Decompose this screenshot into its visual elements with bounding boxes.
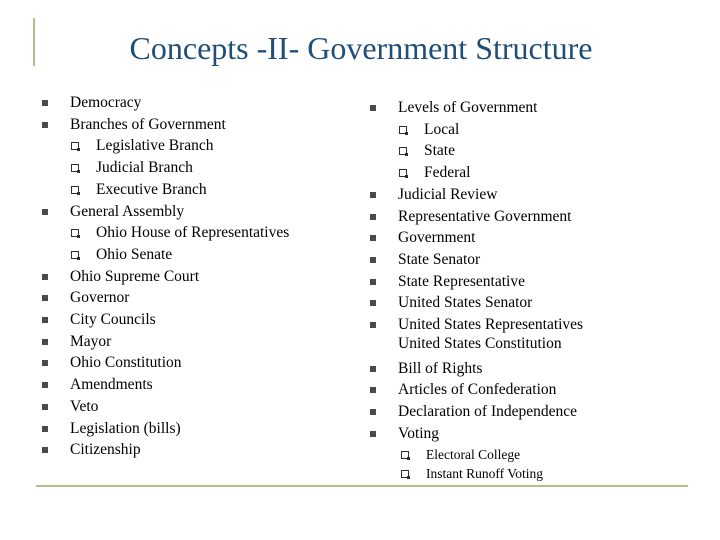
decorative-vertical-rule <box>33 18 35 66</box>
item-label: Governor <box>70 289 130 307</box>
sub-list-item <box>368 445 583 464</box>
square-bullet-icon <box>370 192 376 198</box>
sub-item-label: Legislative Branch <box>96 137 214 155</box>
list-item <box>40 418 289 440</box>
sub-item-label: Executive Branch <box>96 180 207 198</box>
square-bullet-icon <box>42 317 48 323</box>
left-column-list <box>40 92 289 461</box>
square-bullet-icon <box>370 431 376 437</box>
list-item <box>368 358 583 380</box>
square-bullet-icon <box>370 300 376 306</box>
sub-item-label: Instant Runoff Voting <box>426 465 544 481</box>
item-label: Articles of Confederation <box>398 381 557 399</box>
square-bullet-icon <box>370 322 376 328</box>
list-item <box>368 227 583 249</box>
item-label: General Assembly <box>70 202 185 220</box>
list-item <box>368 423 583 445</box>
sub-list-item <box>368 464 583 483</box>
item-label: Branches of Government <box>70 115 226 133</box>
square-bullet-icon <box>42 426 48 432</box>
box-bullet-icon <box>71 164 79 172</box>
list-item <box>368 314 583 336</box>
square-bullet-icon <box>370 279 376 285</box>
square-bullet-icon <box>42 360 48 366</box>
box-bullet-icon <box>71 251 79 259</box>
item-label: Bill of Rights <box>398 359 483 377</box>
box-bullet-icon <box>401 470 409 478</box>
item-label: United States Senator <box>398 294 533 312</box>
square-bullet-icon <box>42 295 48 301</box>
square-bullet-icon <box>42 100 48 106</box>
list-item <box>40 374 289 396</box>
sub-list-item <box>40 179 289 201</box>
square-bullet-icon <box>370 366 376 372</box>
list-item <box>368 206 583 228</box>
square-bullet-icon <box>42 274 48 280</box>
box-bullet-icon <box>401 451 409 459</box>
list-item <box>40 114 289 136</box>
right-column-list <box>368 97 583 483</box>
box-bullet-icon <box>71 142 79 150</box>
list-item <box>368 401 583 423</box>
square-bullet-icon <box>370 257 376 263</box>
item-label: Ohio Supreme Court <box>70 267 200 285</box>
box-bullet-icon <box>399 126 407 134</box>
sub-item-label: Ohio House of Representatives <box>96 224 290 242</box>
square-bullet-icon <box>370 387 376 393</box>
item-label: Democracy <box>70 94 142 111</box>
square-bullet-icon <box>370 105 376 111</box>
square-bullet-icon <box>370 235 376 241</box>
sub-list-item <box>368 119 583 141</box>
list-item <box>368 379 583 401</box>
box-bullet-icon <box>71 186 79 194</box>
sub-item-label: Federal <box>424 164 471 182</box>
decorative-horizontal-rule <box>36 485 688 487</box>
item-label: Veto <box>70 397 99 415</box>
item-label: Citizenship <box>70 441 141 459</box>
box-bullet-icon <box>71 229 79 237</box>
list-item <box>40 352 289 374</box>
list-item <box>368 97 583 119</box>
list-item <box>40 266 289 288</box>
box-bullet-icon <box>399 147 407 155</box>
list-item <box>368 292 583 314</box>
item-label: Representative Government <box>398 207 572 225</box>
item-label: Ohio Constitution <box>70 354 182 372</box>
square-bullet-icon <box>42 339 48 345</box>
square-bullet-icon <box>42 382 48 388</box>
list-item <box>368 271 583 293</box>
list-item <box>40 331 289 353</box>
slide-title: Concepts -II- Government Structure <box>129 30 593 66</box>
list-item <box>40 309 289 331</box>
list-item <box>40 439 289 461</box>
list-item-continuation: United States Constitution <box>398 334 562 352</box>
item-label: State Representative <box>398 272 525 290</box>
item-label: State Senator <box>398 250 481 268</box>
sub-item-label: Ohio Senate <box>96 245 173 263</box>
item-label: Government <box>398 229 476 247</box>
item-label: Voting <box>398 424 440 442</box>
sub-item-label: State <box>424 142 455 160</box>
square-bullet-icon <box>42 209 48 215</box>
item-label: Levels of Government <box>398 99 538 116</box>
square-bullet-icon <box>42 404 48 410</box>
sub-list-item <box>40 157 289 179</box>
square-bullet-icon <box>42 447 48 453</box>
sub-item-label: Electoral College <box>426 446 521 462</box>
item-label: Declaration of Independence <box>398 403 578 421</box>
item-label: United States Representatives <box>398 316 584 334</box>
item-label: Judicial Review <box>398 185 498 203</box>
sub-list-item <box>368 162 583 184</box>
list-item <box>40 201 289 223</box>
square-bullet-icon <box>370 214 376 220</box>
square-bullet-icon <box>370 409 376 415</box>
item-label: Amendments <box>70 376 153 394</box>
list-item <box>40 287 289 309</box>
list-item <box>368 249 583 271</box>
item-label: City Councils <box>70 311 156 329</box>
box-bullet-icon <box>399 169 407 177</box>
sub-list-item <box>40 222 289 244</box>
item-label: Mayor <box>70 332 112 350</box>
sub-item-label: Judicial Branch <box>96 159 193 177</box>
sub-list-item <box>368 140 583 162</box>
square-bullet-icon <box>42 122 48 128</box>
sub-list-item <box>40 244 289 266</box>
list-item <box>368 184 583 206</box>
sub-list-item <box>40 135 289 157</box>
list-item <box>40 92 289 114</box>
sub-item-label: Local <box>424 120 460 138</box>
list-item <box>40 396 289 418</box>
item-label: Legislation (bills) <box>70 419 181 437</box>
